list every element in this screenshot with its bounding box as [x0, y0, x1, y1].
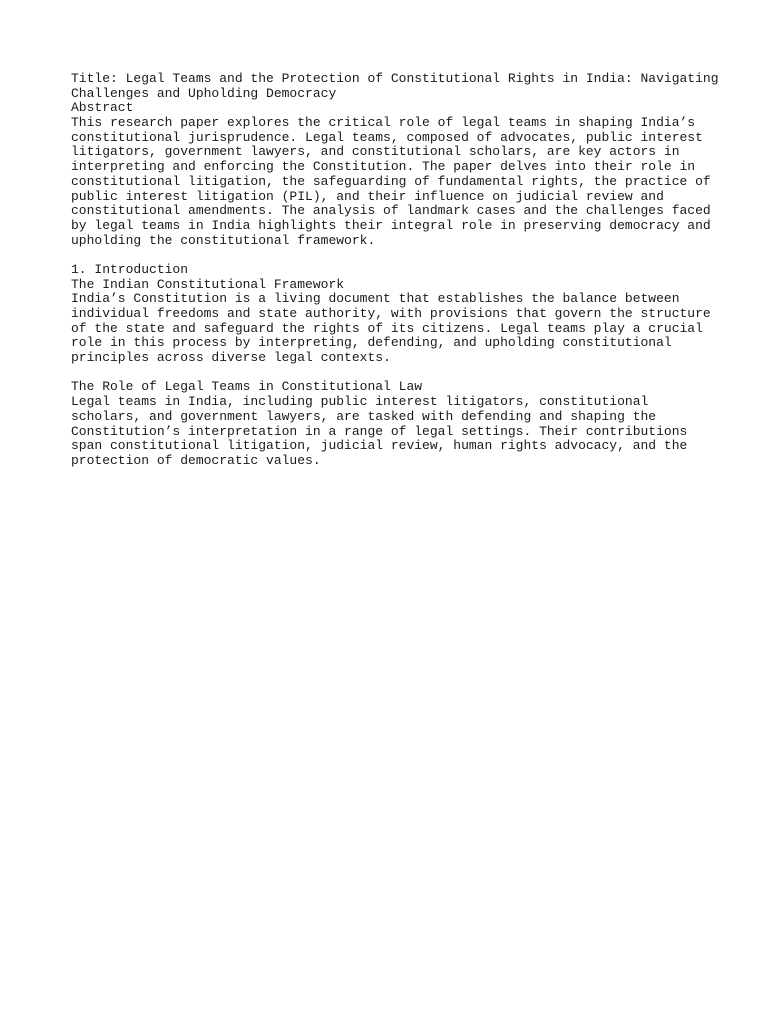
title-line: Challenges and Upholding Democracy [71, 85, 337, 101]
abstract-line: constitutional amendments. The analysis of landmark cases and the challenges faced [71, 203, 711, 219]
abstract-heading: Abstract [71, 100, 134, 116]
paragraph-spacer [71, 248, 731, 263]
role-line: Constitution’s interpretation in a range of legal settings. Their contributions [71, 423, 688, 439]
role-line: Legal teams in India, including public interest litigators, constitutional [71, 394, 649, 410]
role-line: span constitutional litigation, judicial review, human rights advocacy, and the [71, 438, 688, 454]
subsection-heading-role: The Role of Legal Teams in Constitutional Law [71, 379, 423, 395]
section-heading-introduction: 1. Introduction [71, 261, 189, 277]
framework-line: of the state and safeguard the rights of its citizens. Legal teams play a crucial [71, 320, 703, 336]
abstract-line: This research paper explores the critical role of legal teams in shaping India’s [71, 115, 696, 131]
role-paragraph [71, 395, 731, 468]
framework-line: role in this process by interpreting, defending, and upholding constitutional [71, 335, 672, 351]
framework-line: India’s Constitution is a living document that establishes the balance between [71, 291, 680, 307]
document-page [71, 72, 731, 469]
document-title [71, 72, 731, 101]
subsection-heading-framework: The Indian Constitutional Framework [71, 276, 345, 292]
framework-line: individual freedoms and state authority, with provisions that govern the structure [71, 306, 711, 321]
abstract-line: litigators, government lawyers, and constitutional scholars, are key actors in [71, 144, 680, 160]
abstract-line: by legal teams in India highlights their integral role in preserving democracy and [71, 217, 711, 233]
abstract-paragraph [71, 116, 731, 248]
abstract-line: interpreting and enforcing the Constitution. The paper delves into their role in [71, 159, 696, 175]
abstract-line: constitutional jurisprudence. Legal teams, composed of advocates, public interest [71, 129, 703, 145]
framework-line: principles across diverse legal contexts. [71, 350, 391, 366]
abstract-line: constitutional litigation, the safeguarding of fundamental rights, the practice of [71, 173, 711, 189]
paragraph-spacer [71, 366, 731, 381]
title-line: Title: Legal Teams and the Protection of Constitutional Rights in India: Navigating [71, 71, 719, 86]
role-line: scholars, and government lawyers, are tasked with defending and shaping the [71, 408, 657, 424]
role-line: protection of democratic values. [71, 452, 321, 468]
framework-paragraph [71, 292, 731, 365]
abstract-line: public interest litigation (PIL), and their influence on judicial review and [71, 188, 664, 204]
abstract-line: upholding the constitutional framework. [71, 232, 376, 248]
